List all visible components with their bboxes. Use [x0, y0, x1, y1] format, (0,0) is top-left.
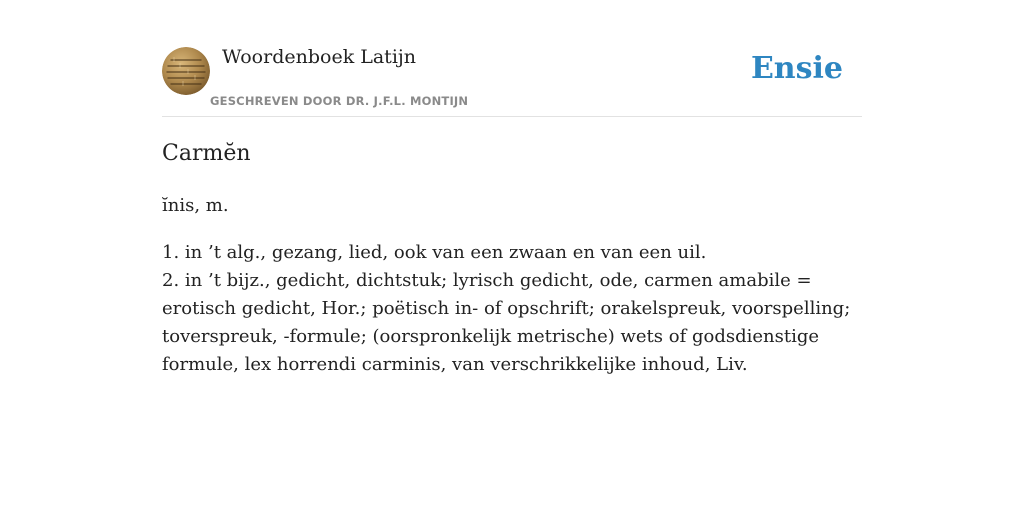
sense-2: 2. in ’t bijz., gedicht, dichtstuk; lyrisch gedicht, ode, carmen amabile = erotisch gedicht, Hor.; poëtisch in- of opschrift; orakelspreuk, voorspelling; toverspreuk, -formule; (oorspronkelijk metrische) wets of godsdienstige formule, lex horrendi carminis, van verschrikkelijke inhoud, Liv. [162, 270, 851, 375]
page [162, 0, 862, 375]
site-title[interactable]: Woordenboek Latijn [222, 46, 417, 68]
ensie-brand-link[interactable]: Ensie [750, 51, 843, 86]
entry-senses [162, 239, 862, 379]
entry-headword: Carmĕn [162, 141, 251, 166]
sense-1: 1. in ’t alg., gezang, lied, ook van een zwaan en van een uil. [162, 242, 707, 263]
latin-inscription-coin-icon[interactable] [162, 47, 210, 95]
entry-grammar: ĭnis, m. [162, 195, 229, 216]
author-byline: GESCHREVEN DOOR DR. J.F.L. MONTIJN [210, 94, 469, 108]
header [162, 0, 862, 117]
